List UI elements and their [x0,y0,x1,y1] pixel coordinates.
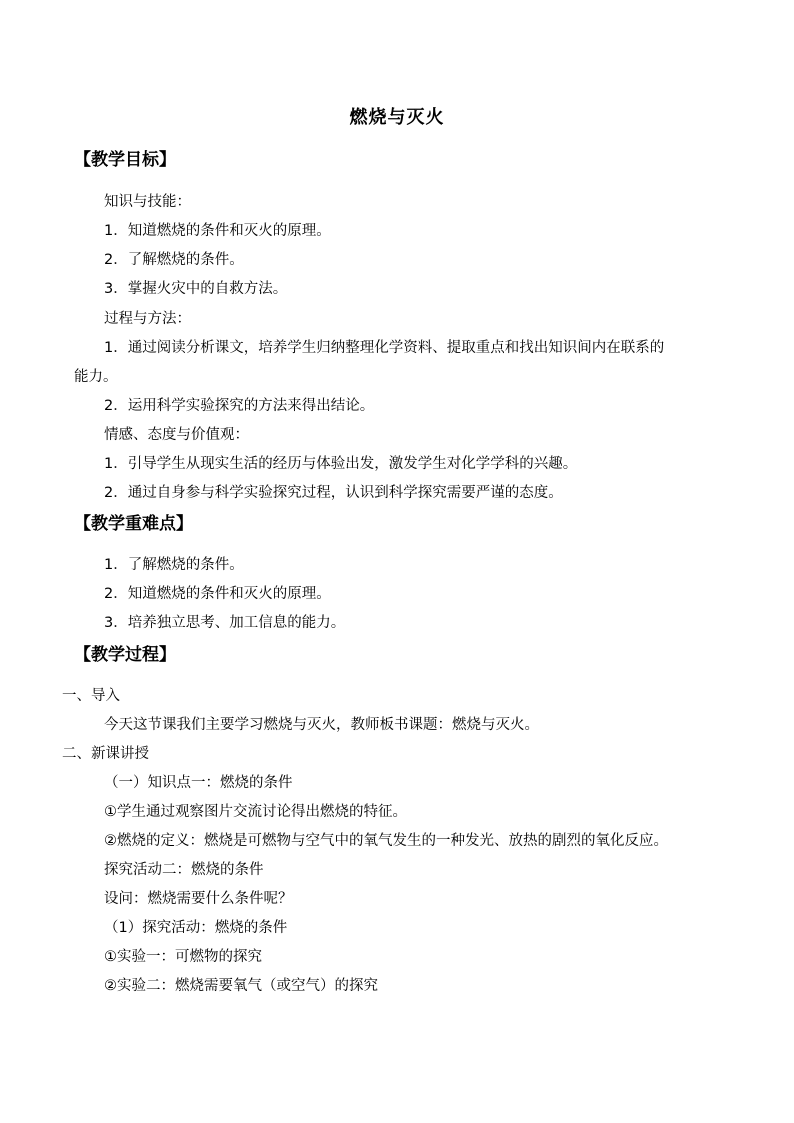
process-paragraph: ①实验一：可燃物的探究 [104,949,262,965]
process-item: 2．运用科学实验探究的方法来得出结论。 [104,398,375,414]
emotion-item: 1．引导学生从现实生活的经历与体验出发，激发学生对化学学科的兴趣。 [104,456,578,472]
process-step-heading: 一、导入 [62,688,120,704]
process-paragraph: 今天这节课我们主要学习燃烧与灭火，教师板书课题：燃烧与灭火。 [104,717,539,733]
section-heading-goals: 【教学目标】 [74,150,176,170]
page-title: 燃烧与灭火 [349,107,445,128]
process-label: 过程与方法： [104,311,191,327]
process-item-continuation: 能力。 [74,369,118,385]
knowledge-item: 2．了解燃烧的条件。 [104,252,244,268]
section-heading-key-points: 【教学重难点】 [74,514,193,534]
process-paragraph: ①学生通过观察图片交流讨论得出燃烧的特征。 [104,804,407,820]
key-point-item: 1．了解燃烧的条件。 [104,557,244,573]
knowledge-item: 1．知道燃烧的条件和灭火的原理。 [104,223,331,239]
process-subheading: （1）探究活动：燃烧的条件 [104,920,288,936]
process-paragraph: ②燃烧的定义：燃烧是可燃物与空气中的氧气发生的一种发光、放热的剧烈的氧化反应。 [104,833,668,849]
process-paragraph: 探究活动二：燃烧的条件 [104,862,264,878]
section-heading-process: 【教学过程】 [74,645,176,665]
process-step-heading: 二、新课讲授 [62,746,149,762]
emotion-item: 2．通过自身参与科学实验探究过程，认识到科学探究需要严谨的态度。 [104,485,563,501]
process-paragraph: ②实验二：燃烧需要氧气（或空气）的探究 [104,978,378,994]
process-paragraph: 设问：燃烧需要什么条件呢？ [104,891,293,907]
process-subheading: （一）知识点一：燃烧的条件 [104,775,293,791]
key-point-item: 2．知道燃烧的条件和灭火的原理。 [104,586,331,602]
knowledge-label: 知识与技能： [104,194,191,210]
knowledge-item: 3．掌握火灾中的自救方法。 [104,281,288,297]
key-point-item: 3．培养独立思考、加工信息的能力。 [104,615,346,631]
process-item: 1．通过阅读分析课文，培养学生归纳整理化学资料、提取重点和找出知识间内在联系的 [104,340,665,356]
emotion-label: 情感、态度与价值观： [104,427,249,443]
